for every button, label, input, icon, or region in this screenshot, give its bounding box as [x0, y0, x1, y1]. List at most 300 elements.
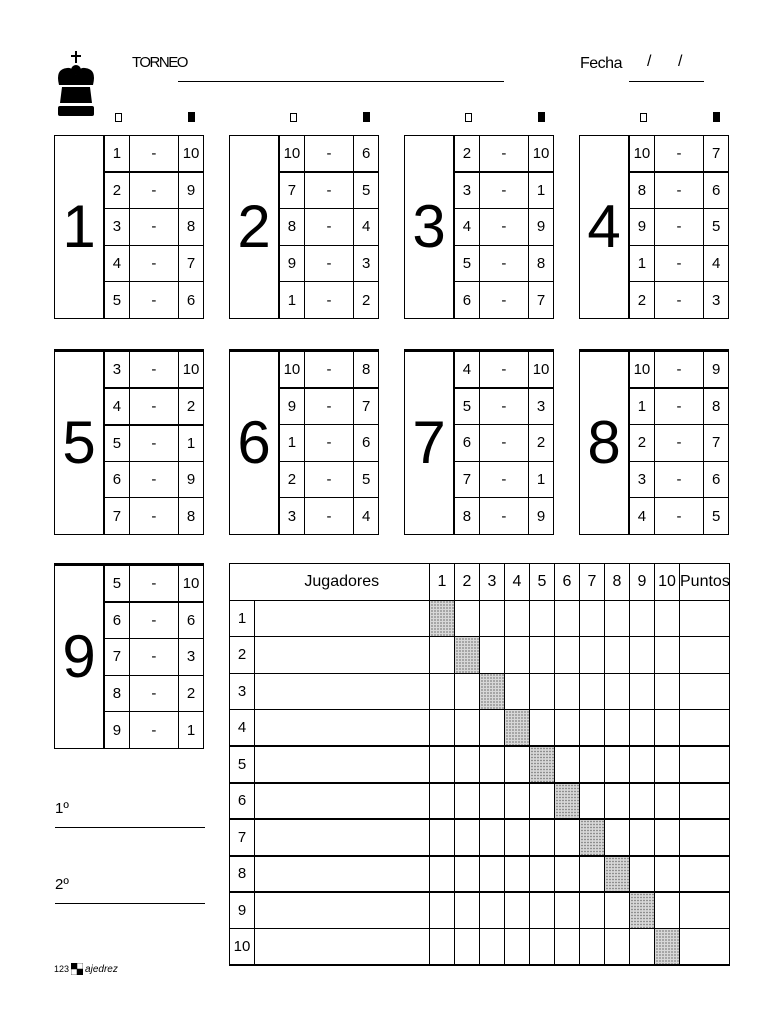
pairing-row [105, 352, 204, 389]
score-cell[interactable] [655, 673, 680, 710]
round-9-card [54, 563, 204, 749]
black-player-number: 7 [354, 388, 379, 425]
white-player-number: 3 [455, 172, 480, 209]
pairing-row [455, 172, 554, 209]
players-header: Jugadores [255, 564, 430, 601]
result-cell[interactable]: - [479, 209, 528, 246]
pairing-row [455, 209, 554, 246]
black-player-number: 5 [354, 172, 379, 209]
black-player-number: 8 [704, 388, 729, 425]
result-cell[interactable]: - [129, 352, 178, 389]
result-cell[interactable]: - [479, 461, 528, 498]
score-cell[interactable] [480, 856, 505, 893]
score-cell[interactable] [455, 892, 480, 929]
score-cell[interactable] [430, 710, 455, 747]
player-row [230, 637, 730, 674]
score-cell[interactable] [580, 856, 605, 893]
score-cell[interactable] [580, 746, 605, 783]
result-cell[interactable]: - [479, 498, 528, 535]
score-cell[interactable] [480, 600, 505, 637]
score-cell[interactable] [605, 600, 630, 637]
pairing-row [630, 425, 729, 462]
date-separator: / [647, 53, 652, 70]
score-cell[interactable] [480, 746, 505, 783]
black-player-number: 6 [179, 282, 204, 319]
score-cell[interactable] [455, 783, 480, 820]
self-match-cell [455, 637, 480, 674]
opponent-column-header: 4 [505, 564, 530, 601]
result-cell[interactable]: - [129, 388, 178, 425]
score-cell[interactable] [480, 710, 505, 747]
player-name-field[interactable] [255, 673, 430, 710]
round-number: 2 [229, 135, 279, 319]
score-cell[interactable] [430, 856, 455, 893]
round-number: 6 [229, 351, 279, 535]
standings-table [229, 563, 729, 966]
black-player-number: 9 [704, 352, 729, 389]
score-cell[interactable] [580, 783, 605, 820]
pairing-row [280, 425, 379, 462]
black-player-number: 5 [704, 209, 729, 246]
score-cell[interactable] [580, 892, 605, 929]
score-cell[interactable] [505, 856, 530, 893]
pairing-row [280, 245, 379, 282]
round-8-card [579, 349, 729, 535]
points-header: Puntos [680, 564, 730, 601]
score-cell[interactable] [480, 819, 505, 856]
pairings-table [629, 135, 729, 319]
result-cell[interactable]: - [654, 498, 703, 535]
pairing-row [630, 498, 729, 535]
points-cell[interactable] [680, 673, 730, 710]
self-match-cell [655, 929, 680, 966]
pairing-row [455, 352, 554, 389]
black-player-number: 10 [179, 566, 204, 603]
pairing-row [105, 498, 204, 535]
score-cell[interactable] [430, 746, 455, 783]
pairing-row [455, 425, 554, 462]
black-player-number: 2 [529, 425, 554, 462]
result-cell[interactable]: - [129, 498, 178, 535]
player-number: 8 [230, 856, 255, 893]
white-player-number: 1 [105, 136, 130, 173]
score-cell[interactable] [530, 819, 555, 856]
score-cell[interactable] [655, 746, 680, 783]
date-field[interactable] [629, 81, 704, 82]
black-player-number: 9 [179, 461, 204, 498]
black-player-number: 2 [179, 675, 204, 712]
score-cell[interactable] [505, 637, 530, 674]
round-number: 5 [54, 351, 104, 535]
white-player-number: 9 [280, 245, 305, 282]
pairing-row [280, 172, 379, 209]
score-cell[interactable] [580, 600, 605, 637]
score-cell[interactable] [430, 673, 455, 710]
player-name-field[interactable] [255, 783, 430, 820]
player-name-field[interactable] [255, 600, 430, 637]
pairing-row [105, 245, 204, 282]
pairing-row [105, 209, 204, 246]
checkerboard-icon [71, 963, 83, 975]
score-cell[interactable] [580, 637, 605, 674]
pairing-row [105, 639, 204, 676]
result-cell[interactable]: - [129, 461, 178, 498]
pairings-table [279, 351, 379, 535]
player-name-field[interactable] [255, 929, 430, 966]
white-player-number: 3 [630, 461, 655, 498]
round-5-card [54, 349, 204, 535]
result-cell[interactable]: - [654, 136, 703, 173]
player-row [230, 600, 730, 637]
round-2-card [229, 135, 379, 319]
black-player-number: 8 [179, 498, 204, 535]
result-cell[interactable]: - [479, 136, 528, 173]
black-player-number: 1 [529, 172, 554, 209]
result-cell[interactable]: - [304, 209, 353, 246]
score-cell[interactable] [630, 783, 655, 820]
score-cell[interactable] [655, 600, 680, 637]
score-cell[interactable] [630, 856, 655, 893]
score-cell[interactable] [655, 637, 680, 674]
score-cell[interactable] [430, 637, 455, 674]
score-cell[interactable] [455, 746, 480, 783]
score-cell[interactable] [430, 892, 455, 929]
result-cell[interactable]: - [654, 461, 703, 498]
pairing-row [630, 172, 729, 209]
score-cell[interactable] [455, 856, 480, 893]
white-player-number: 3 [105, 352, 130, 389]
black-player-number: 1 [529, 461, 554, 498]
score-cell[interactable] [555, 856, 580, 893]
points-cell[interactable] [680, 746, 730, 783]
score-cell[interactable] [530, 892, 555, 929]
points-cell[interactable] [680, 819, 730, 856]
score-cell[interactable] [630, 819, 655, 856]
pairing-row [455, 461, 554, 498]
result-cell[interactable]: - [129, 172, 178, 209]
score-cell[interactable] [505, 600, 530, 637]
result-cell[interactable]: - [304, 425, 353, 462]
first-place-field[interactable] [55, 827, 205, 828]
pairing-row [105, 461, 204, 498]
opponent-column-header: 8 [605, 564, 630, 601]
score-cell[interactable] [605, 783, 630, 820]
score-cell[interactable] [580, 710, 605, 747]
result-cell[interactable]: - [479, 282, 528, 319]
white-player-number: 5 [105, 566, 130, 603]
second-place-field[interactable] [55, 903, 205, 904]
pairing-row [280, 136, 379, 173]
black-player-number: 8 [354, 352, 379, 389]
score-cell[interactable] [530, 637, 555, 674]
player-name-field[interactable] [255, 856, 430, 893]
score-cell[interactable] [555, 819, 580, 856]
white-player-number: 9 [280, 388, 305, 425]
result-cell[interactable]: - [129, 425, 178, 462]
pairing-row [280, 352, 379, 389]
pairings-table [104, 565, 204, 749]
score-cell[interactable] [630, 673, 655, 710]
score-cell[interactable] [530, 783, 555, 820]
result-cell[interactable]: - [479, 425, 528, 462]
pairings-table [104, 135, 204, 319]
points-cell[interactable] [680, 600, 730, 637]
black-player-number: 1 [179, 425, 204, 462]
result-cell[interactable]: - [129, 245, 178, 282]
pairing-row [280, 461, 379, 498]
logo-number: 123 [54, 964, 70, 974]
white-player-number: 10 [280, 352, 305, 389]
score-cell[interactable] [655, 783, 680, 820]
score-cell[interactable] [655, 856, 680, 893]
score-cell[interactable] [505, 892, 530, 929]
black-player-number: 4 [704, 245, 729, 282]
result-cell[interactable]: - [129, 209, 178, 246]
result-cell[interactable]: - [129, 566, 178, 603]
pairing-row [455, 388, 554, 425]
white-player-number: 9 [105, 712, 130, 749]
points-cell[interactable] [680, 856, 730, 893]
round-3-card [404, 135, 554, 319]
white-player-number: 3 [280, 498, 305, 535]
score-cell[interactable] [630, 600, 655, 637]
result-cell[interactable]: - [129, 282, 178, 319]
result-cell[interactable]: - [479, 388, 528, 425]
white-player-number: 7 [455, 461, 480, 498]
white-player-number: 2 [105, 172, 130, 209]
black-player-number: 9 [529, 498, 554, 535]
black-player-number: 6 [354, 136, 379, 173]
player-number: 5 [230, 746, 255, 783]
black-player-number: 10 [529, 136, 554, 173]
player-number: 6 [230, 783, 255, 820]
player-number: 7 [230, 819, 255, 856]
player-name-field[interactable] [255, 637, 430, 674]
white-player-number: 6 [455, 425, 480, 462]
black-player-number: 5 [354, 461, 379, 498]
tournament-name-field[interactable] [178, 81, 504, 82]
first-place-label: 1º [55, 800, 69, 817]
result-cell[interactable]: - [654, 425, 703, 462]
black-player-number: 5 [704, 498, 729, 535]
result-cell[interactable]: - [304, 282, 353, 319]
black-player-number: 6 [354, 425, 379, 462]
white-player-number: 1 [280, 425, 305, 462]
score-cell[interactable] [455, 929, 480, 966]
pairing-row [630, 245, 729, 282]
round-number: 9 [54, 565, 104, 749]
score-cell[interactable] [555, 673, 580, 710]
score-cell[interactable] [580, 673, 605, 710]
result-cell[interactable]: - [129, 712, 178, 749]
score-cell[interactable] [555, 929, 580, 966]
white-player-number: 2 [280, 461, 305, 498]
player-row [230, 856, 730, 893]
self-match-cell [580, 819, 605, 856]
result-cell[interactable]: - [129, 136, 178, 173]
score-cell[interactable] [605, 819, 630, 856]
score-cell[interactable] [530, 673, 555, 710]
result-cell[interactable]: - [304, 172, 353, 209]
score-cell[interactable] [630, 929, 655, 966]
score-cell[interactable] [605, 892, 630, 929]
white-player-number: 2 [630, 282, 655, 319]
result-cell[interactable]: - [129, 602, 178, 639]
player-number: 3 [230, 673, 255, 710]
score-cell[interactable] [555, 746, 580, 783]
score-cell[interactable] [455, 673, 480, 710]
player-name-field[interactable] [255, 819, 430, 856]
score-cell[interactable] [630, 710, 655, 747]
opponent-column-header: 6 [555, 564, 580, 601]
corner-cell [230, 564, 255, 601]
pairings-table [279, 135, 379, 319]
black-piece-icon [713, 112, 720, 122]
white-piece-icon [640, 113, 647, 122]
pairing-row [105, 172, 204, 209]
score-cell[interactable] [505, 673, 530, 710]
score-cell[interactable] [530, 600, 555, 637]
points-cell[interactable] [680, 892, 730, 929]
black-piece-icon [363, 112, 370, 122]
score-cell[interactable] [530, 856, 555, 893]
round-1-card [54, 135, 204, 319]
score-cell[interactable] [605, 710, 630, 747]
result-cell[interactable]: - [479, 352, 528, 389]
score-cell[interactable] [430, 929, 455, 966]
score-cell[interactable] [655, 710, 680, 747]
result-cell[interactable]: - [129, 639, 178, 676]
result-cell[interactable]: - [654, 245, 703, 282]
pairing-row [455, 498, 554, 535]
white-player-number: 4 [630, 498, 655, 535]
score-cell[interactable] [480, 929, 505, 966]
black-player-number: 3 [179, 639, 204, 676]
pairing-row [105, 566, 204, 603]
pairing-row [630, 282, 729, 319]
result-cell[interactable]: - [304, 352, 353, 389]
score-cell[interactable] [630, 746, 655, 783]
result-cell[interactable]: - [654, 388, 703, 425]
result-cell[interactable]: - [304, 461, 353, 498]
pairing-row [280, 498, 379, 535]
white-player-number: 7 [280, 172, 305, 209]
round-6-card [229, 349, 379, 535]
pairing-row [630, 352, 729, 389]
self-match-cell [505, 710, 530, 747]
score-cell[interactable] [580, 929, 605, 966]
score-cell[interactable] [605, 929, 630, 966]
black-player-number: 2 [179, 388, 204, 425]
points-cell[interactable] [680, 783, 730, 820]
white-player-number: 7 [105, 639, 130, 676]
result-cell[interactable]: - [479, 172, 528, 209]
score-cell[interactable] [555, 710, 580, 747]
white-player-number: 1 [630, 245, 655, 282]
pairing-row [630, 209, 729, 246]
pairing-row [630, 136, 729, 173]
round-4-card [579, 135, 729, 319]
score-cell[interactable] [555, 600, 580, 637]
black-player-number: 9 [529, 209, 554, 246]
points-cell[interactable] [680, 710, 730, 747]
self-match-cell [530, 746, 555, 783]
result-cell[interactable]: - [654, 209, 703, 246]
pairings-table [104, 351, 204, 535]
score-cell[interactable] [455, 600, 480, 637]
white-player-number: 8 [280, 209, 305, 246]
score-cell[interactable] [505, 929, 530, 966]
white-player-number: 4 [105, 245, 130, 282]
points-cell[interactable] [680, 929, 730, 966]
white-player-number: 5 [455, 388, 480, 425]
score-cell[interactable] [530, 710, 555, 747]
score-cell[interactable] [455, 710, 480, 747]
score-cell[interactable] [505, 783, 530, 820]
self-match-cell [480, 673, 505, 710]
result-cell[interactable]: - [654, 282, 703, 319]
round-number: 8 [579, 351, 629, 535]
pairing-row [455, 282, 554, 319]
white-player-number: 1 [630, 388, 655, 425]
score-cell[interactable] [655, 819, 680, 856]
score-cell[interactable] [530, 929, 555, 966]
pairing-row [280, 388, 379, 425]
score-cell[interactable] [480, 783, 505, 820]
white-player-number: 8 [630, 172, 655, 209]
result-cell[interactable]: - [479, 245, 528, 282]
score-cell[interactable] [605, 746, 630, 783]
pairings-table [629, 351, 729, 535]
result-cell[interactable]: - [304, 245, 353, 282]
black-player-number: 2 [354, 282, 379, 319]
score-cell[interactable] [480, 637, 505, 674]
score-cell[interactable] [605, 637, 630, 674]
score-cell[interactable] [605, 673, 630, 710]
score-cell[interactable] [505, 819, 530, 856]
player-name-field[interactable] [255, 892, 430, 929]
result-cell[interactable]: - [304, 498, 353, 535]
footer-logo [54, 963, 118, 975]
white-piece-icon [465, 113, 472, 122]
player-row [230, 673, 730, 710]
score-cell[interactable] [430, 819, 455, 856]
result-cell[interactable]: - [654, 172, 703, 209]
player-name-field[interactable] [255, 746, 430, 783]
points-cell[interactable] [680, 637, 730, 674]
score-cell[interactable] [655, 892, 680, 929]
player-name-field[interactable] [255, 710, 430, 747]
score-cell[interactable] [555, 892, 580, 929]
player-number: 4 [230, 710, 255, 747]
score-cell[interactable] [455, 819, 480, 856]
result-cell[interactable]: - [304, 136, 353, 173]
white-player-number: 2 [630, 425, 655, 462]
result-cell[interactable]: - [304, 388, 353, 425]
score-cell[interactable] [480, 892, 505, 929]
player-row [230, 710, 730, 747]
score-cell[interactable] [630, 637, 655, 674]
pairing-row [105, 425, 204, 462]
result-cell[interactable]: - [654, 352, 703, 389]
player-row [230, 819, 730, 856]
pairing-row [455, 136, 554, 173]
score-cell[interactable] [430, 783, 455, 820]
score-cell[interactable] [555, 637, 580, 674]
white-player-number: 8 [455, 498, 480, 535]
result-cell[interactable]: - [129, 675, 178, 712]
score-cell[interactable] [505, 746, 530, 783]
